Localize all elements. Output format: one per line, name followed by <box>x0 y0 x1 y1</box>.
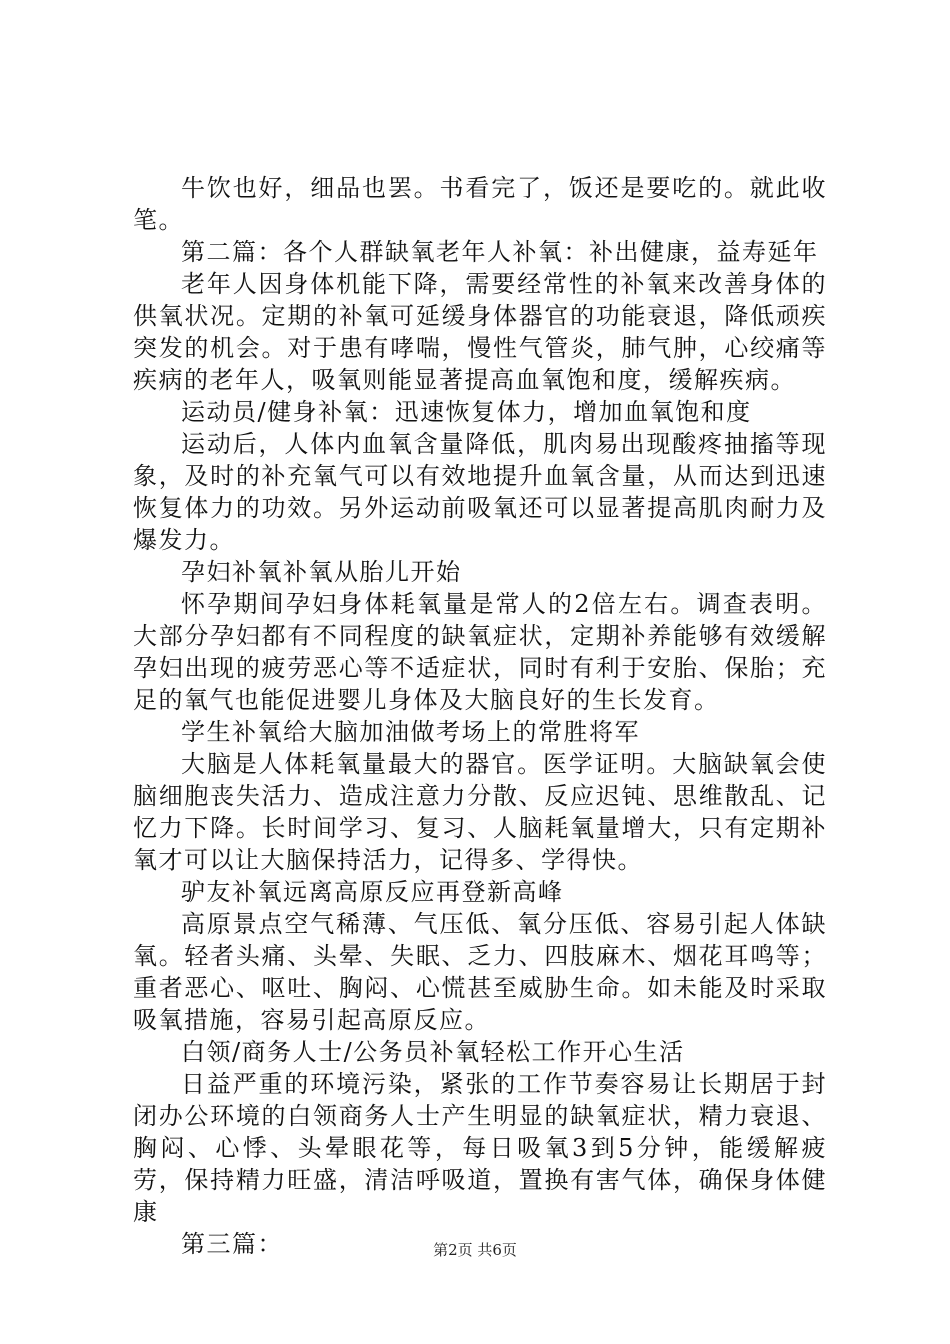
subheading-athletes: 运动员/健身补氧：迅速恢复体力，增加血氧饱和度 <box>181 398 752 426</box>
paragraph-office-workers: 日益严重的环境污染，紧张的工作节奏容易让长期居于封闭办公环境的白领商务人士产生明显的缺氧症状，精力衰退、胸闷、心悸、头晕眼花等，每日吸氧3到5分钟，能缓解疲劳，保持精力旺盛，清洁呼吸道，置换有害气体，确保身体健康 <box>133 1070 827 1226</box>
subheading-office-workers: 白领/商务人士/公务员补氧轻松工作开心生活 <box>181 1038 685 1066</box>
subheading-travelers: 驴友补氧远离高原反应再登新高峰 <box>181 878 564 906</box>
paragraph-closing: 牛饮也好，细品也罢。书看完了，饭还是要吃的。就此收笔。 <box>133 174 827 234</box>
body-text <box>133 172 827 1260</box>
paragraph-elderly: 老年人因身体机能下降，需要经常性的补氧来改善身体的供氧状况。定期的补氧可延缓身体器官的功能衰退，降低顽疾突发的机会。对于患有哮喘，慢性气管炎，肺气肿，心绞痛等疾病的老年人，吸氧则能显著提高血氧饱和度，缓解疾病。 <box>133 270 827 394</box>
paragraph-athletes: 运动后，人体内血氧含量降低，肌肉易出现酸疼抽搐等现象，及时的补充氧气可以有效地提升血氧含量，从而达到迅速恢复体力的功效。另外运动前吸氧还可以显著提高肌肉耐力及爆发力。 <box>133 430 827 554</box>
section-heading-part-two: 第二篇：各个人群缺氧老年人补氧：补出健康，益寿延年 <box>181 238 819 266</box>
subheading-students: 学生补氧给大脑加油做考场上的常胜将军 <box>181 718 640 746</box>
paragraph-travelers: 高原景点空气稀薄、气压低、氧分压低、容易引起人体缺氧。轻者头痛、头晕、失眠、乏力、四肢麻木、烟花耳鸣等；重者恶心、呕吐、胸闷、心慌甚至威胁生命。如未能及时采取吸氧措施，容易引起高原反应。 <box>133 910 827 1034</box>
page-number-footer: 第2页 共6页 <box>433 1241 517 1259</box>
paragraph-students: 大脑是人体耗氧量最大的器官。医学证明。大脑缺氧会使脑细胞丧失活力、造成注意力分散、反应迟钝、思维散乱、记忆力下降。长时间学习、复习、人脑耗氧量增大，只有定期补氧才可以让大脑保持活力，记得多、学得快。 <box>133 750 827 874</box>
section-heading-part-three: 第三篇： <box>181 1230 283 1258</box>
subheading-pregnant: 孕妇补氧补氧从胎儿开始 <box>181 558 462 586</box>
paragraph-pregnant: 怀孕期间孕妇身体耗氧量是常人的2倍左右。调查表明。大部分孕妇都有不同程度的缺氧症状，定期补养能够有效缓解孕妇出现的疲劳恶心等不适症状，同时有利于安胎、保胎；充足的氧气也能促进婴儿身体及大脑良好的生长发育。 <box>133 590 827 714</box>
